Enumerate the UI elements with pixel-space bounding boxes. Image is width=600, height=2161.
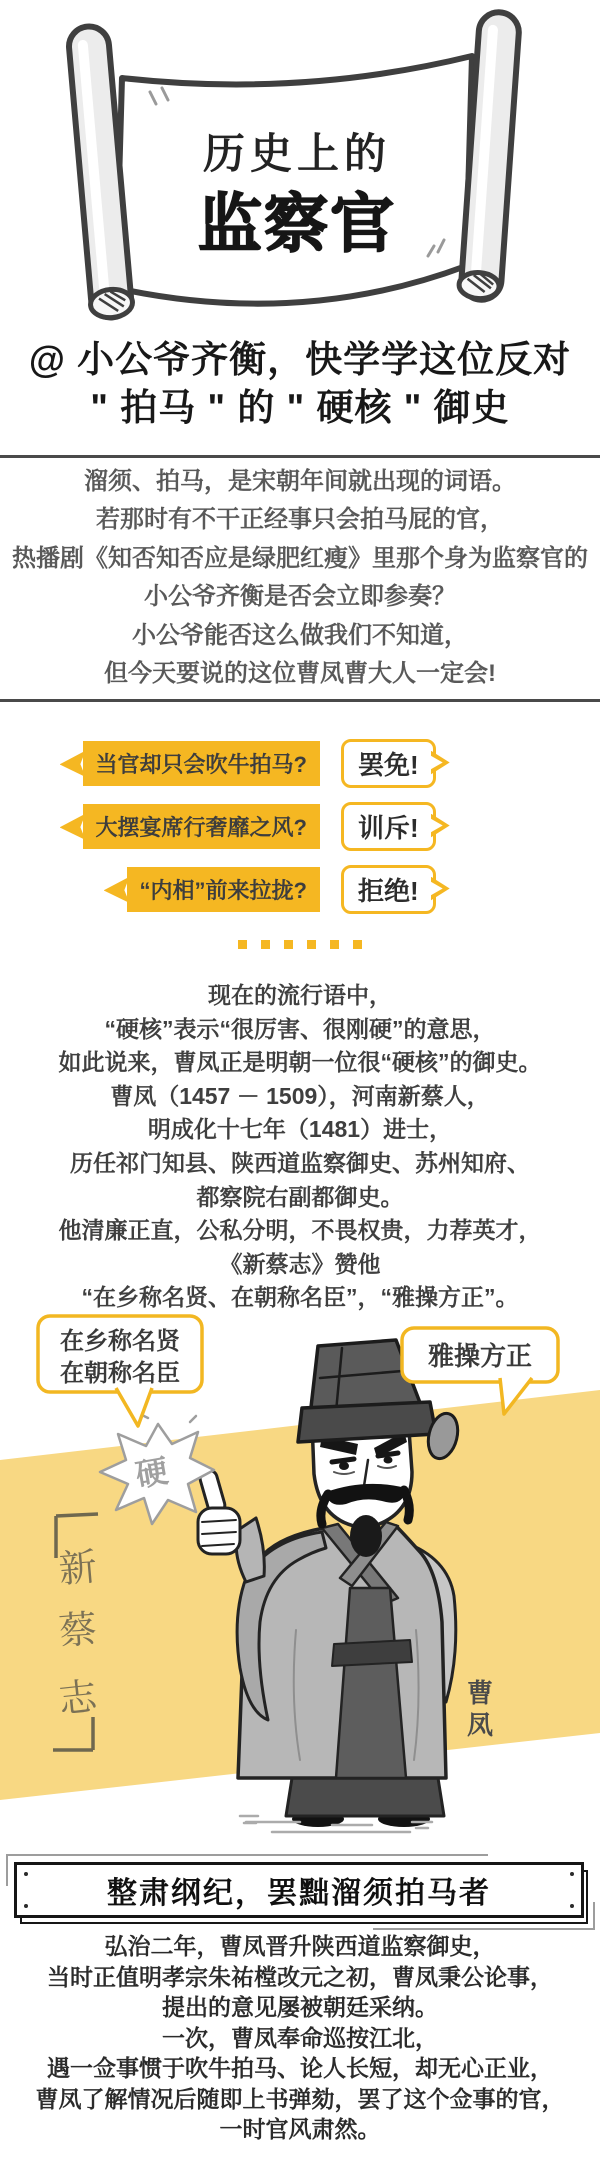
figure-skirt bbox=[286, 1778, 444, 1816]
outro-line: 提出的意见屡被朝廷采纳。 bbox=[162, 1994, 438, 2020]
bio-line: 《新蔡志》赞他 bbox=[219, 1250, 381, 1277]
bio-line: 如此说来，曹凤正是明朝一位很“硬核”的御史。 bbox=[58, 1049, 542, 1076]
outro-line: 弘治二年，曹凤晋升陕西道监察御史， bbox=[104, 1933, 496, 1959]
book-char: 新 bbox=[56, 1544, 99, 1592]
scroll-paper bbox=[116, 56, 472, 304]
intro-line: 溜须、拍马，是宋朝年间就出现的词语。 bbox=[84, 468, 516, 495]
intro-line: 但今天要说的这位曹凤曹大人一定会! bbox=[104, 660, 496, 688]
bubble-left-tail bbox=[116, 1388, 152, 1426]
section-title-plaque bbox=[14, 1862, 584, 1918]
burst-text: 硬 bbox=[132, 1452, 171, 1494]
bubble-right-text: 雅操方正 bbox=[427, 1341, 533, 1371]
sash-belt bbox=[332, 1640, 412, 1666]
qa-question-tag: 大摆宴席行奢靡之风? bbox=[83, 804, 320, 849]
intro-line: 小公爷齐衡是否会立即参奏？ bbox=[144, 583, 456, 611]
figure-name-char: 凤 bbox=[466, 1710, 494, 1740]
bio-line: “硬核”表示“很厉害、很刚硬”的意思， bbox=[104, 1015, 496, 1042]
outro-line: 当时正值明孝宗朱祐樘改元之初，曹凤秉公论事， bbox=[47, 1963, 553, 1990]
qa-row bbox=[0, 866, 600, 912]
headline-line1: @ 小公爷齐衡，快学学这位反对 bbox=[28, 339, 572, 380]
book-char: 志 bbox=[56, 1674, 99, 1722]
pupil bbox=[339, 1462, 349, 1470]
dotted-separator bbox=[0, 940, 600, 949]
bio-paragraph bbox=[0, 979, 600, 1315]
qa-answer-bubble: 罢免! bbox=[341, 739, 436, 788]
official-illustration bbox=[0, 1310, 600, 1860]
outro-line: 遇一佥事惯于吹牛拍马、论人长短，却无心正业， bbox=[47, 2055, 553, 2081]
banner-title-line1: 历史上的 bbox=[202, 130, 392, 177]
section-title: 整肃纲纪，罢黜溜须拍马者 bbox=[107, 1877, 491, 1910]
outro-line: 一时官风肃然。 bbox=[219, 2116, 381, 2142]
bubble-left-line1: 在乡称名贤 bbox=[60, 1328, 180, 1355]
intro-line: 若那时有不干正经事只会拍马屁的官， bbox=[96, 506, 504, 534]
plaque-face bbox=[14, 1862, 584, 1918]
outro-paragraph bbox=[0, 1931, 600, 2145]
divider-intro bbox=[0, 699, 600, 702]
intro-line: 热播剧《知否知否应是绿肥红瘦》里那个身为监察官的 bbox=[12, 544, 588, 572]
bio-line: 曹凤（1457 － 1509），河南新蔡人， bbox=[110, 1082, 490, 1109]
intro-paragraph bbox=[0, 463, 600, 693]
bio-line: 历任祁门知县、陕西道监察御史、苏州知府、 bbox=[70, 1149, 530, 1176]
bubble-left-line2: 在朝称名臣 bbox=[60, 1360, 180, 1387]
plaque-pin bbox=[570, 1872, 574, 1876]
headline bbox=[0, 336, 600, 432]
outro-line: 曹凤了解情况后随即上书弹劾，罢了这个佥事的官， bbox=[35, 2085, 565, 2112]
bio-line: 他清廉正直，公私分明，不畏权贵，力荐英才， bbox=[58, 1217, 542, 1244]
bio-line: 现在的流行语中， bbox=[208, 982, 392, 1008]
intro-line: 小公爷能否这么做我们不知道， bbox=[132, 621, 468, 649]
goatee bbox=[350, 1515, 382, 1557]
bio-line: 明成化十七年（1481）进士， bbox=[147, 1116, 453, 1143]
bio-line: “在乡称名贤、在朝称名臣”，“雅操方正”。 bbox=[81, 1284, 519, 1311]
hat-band bbox=[298, 1402, 436, 1442]
speech-bubble-left bbox=[38, 1316, 202, 1426]
divider-top bbox=[0, 455, 600, 458]
book-citation bbox=[53, 1514, 100, 1750]
book-char: 蔡 bbox=[57, 1606, 99, 1654]
qa-answer-bubble: 拒绝! bbox=[341, 865, 436, 914]
qa-question-tag: “内相”前来拉拢? bbox=[127, 867, 320, 912]
bio-line: 都察院右副都御史。 bbox=[196, 1183, 404, 1210]
qa-question-tag: 当官却只会吹牛拍马? bbox=[83, 741, 320, 786]
plaque-pin bbox=[570, 1904, 574, 1908]
qa-answer-bubble: 训斥! bbox=[341, 802, 436, 851]
burst-ticks bbox=[140, 1414, 196, 1422]
figure-name-char: 曹 bbox=[466, 1678, 494, 1708]
pupil bbox=[384, 1457, 393, 1464]
plaque-pin bbox=[24, 1872, 28, 1876]
qa-row bbox=[0, 740, 600, 786]
fist bbox=[198, 1508, 240, 1554]
headline-line2: " 拍马 " 的 " 硬核 " 御史 bbox=[90, 387, 510, 428]
plaque-pin bbox=[24, 1904, 28, 1908]
banner-title-line2: 监察官 bbox=[198, 188, 396, 260]
outro-line: 一次，曹凤奉命巡按江北， bbox=[162, 2024, 438, 2051]
scroll-banner-illustration bbox=[0, 0, 600, 332]
qa-row bbox=[0, 803, 600, 849]
